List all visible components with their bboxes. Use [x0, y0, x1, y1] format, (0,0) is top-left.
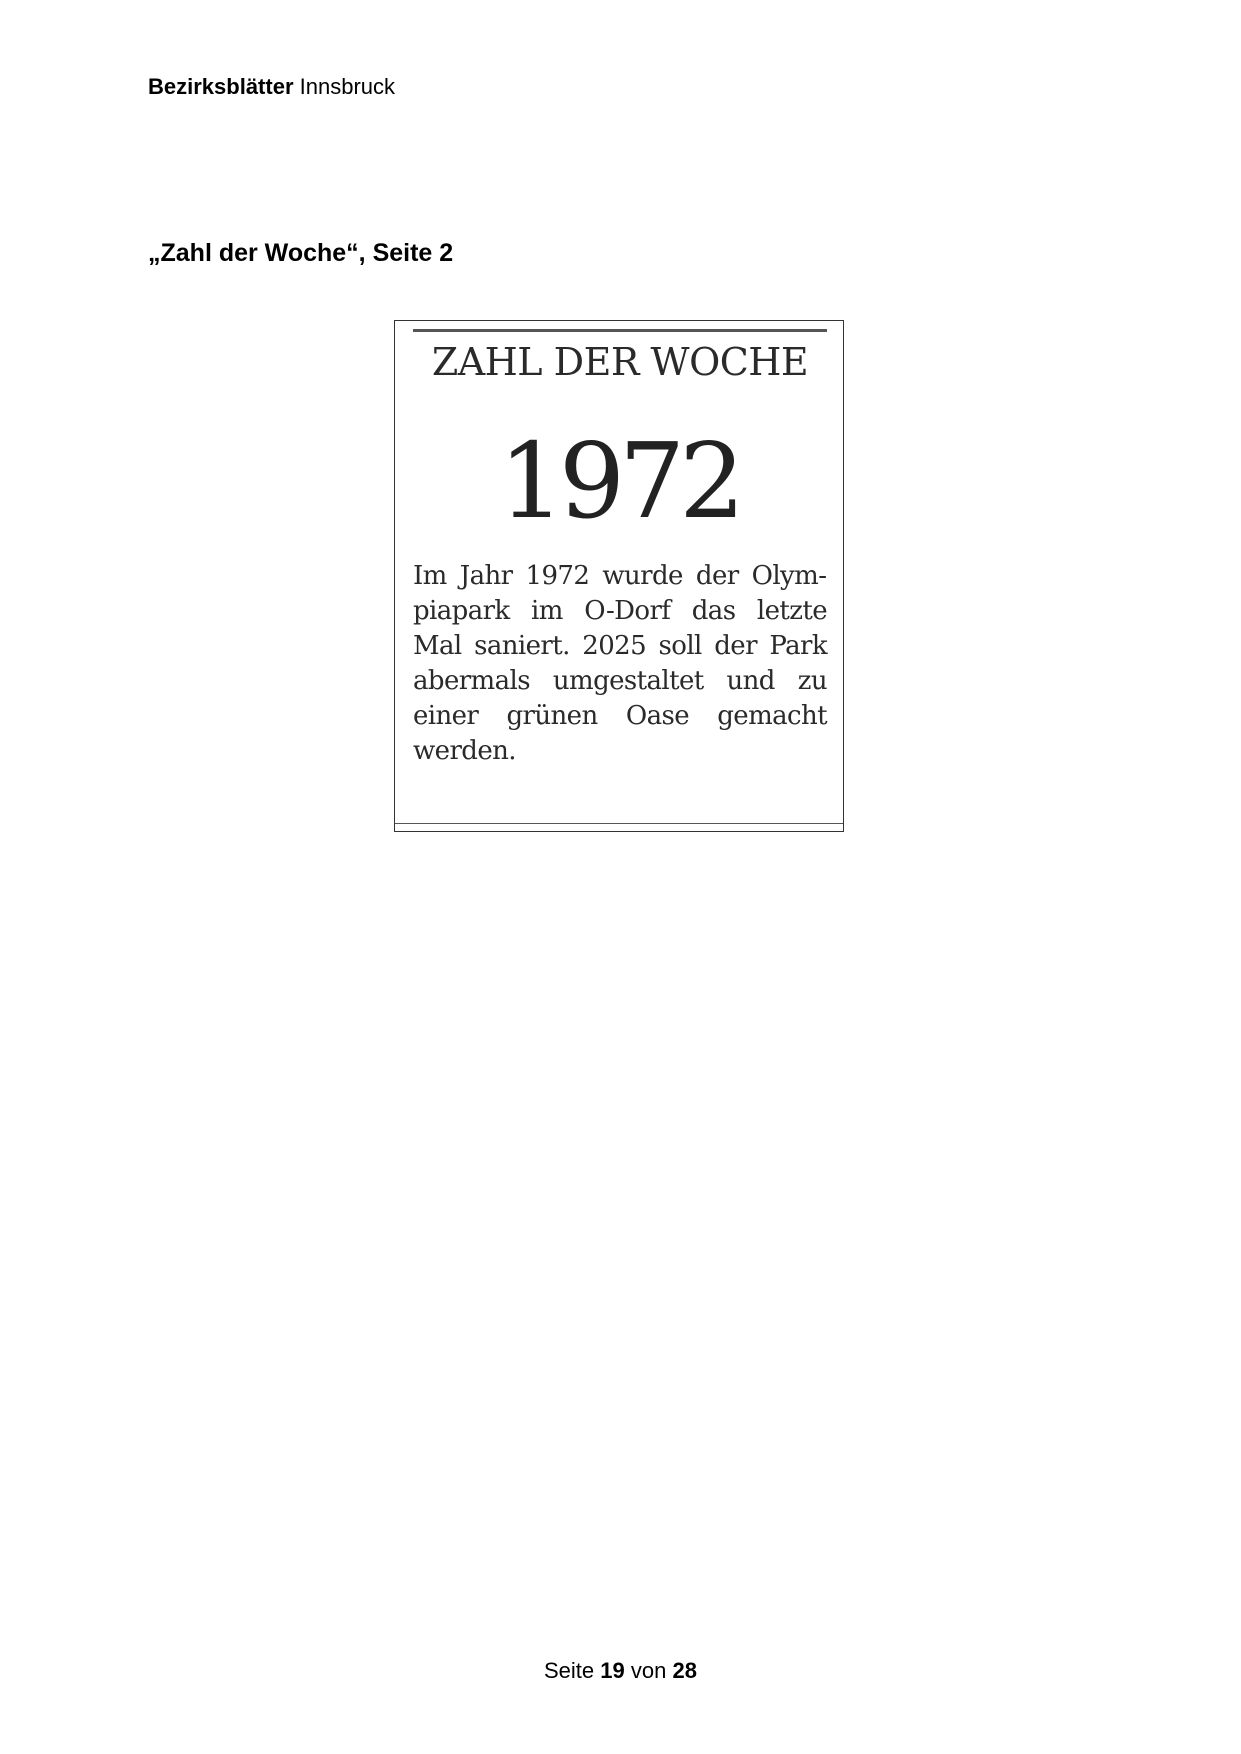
section-title: „Zahl der Woche“, Seite 2 [148, 239, 454, 267]
page-current: 19 [600, 1658, 625, 1683]
publication-region: Innsbruck [299, 74, 396, 99]
newspaper-clipping [394, 320, 844, 832]
page-total: 28 [672, 1658, 697, 1683]
publication-name: Bezirksblätter [148, 74, 294, 99]
page-label: Seite [544, 1658, 595, 1683]
clipping-heading: ZAHL DER WOCHE [431, 340, 809, 384]
clipping-bottom-rule [395, 823, 843, 824]
document-header [148, 74, 395, 100]
clipping-body-text: Im Jahr 1972 wurde der Olympiapark im O-Dorf das letzte Mal saniert. 2025 soll der Park abermals umgestaltet und zu einer grünen Oase gemacht werden. [413, 561, 827, 766]
page-footer [0, 1658, 1241, 1684]
page-separator: von [630, 1658, 667, 1683]
clipping-featured-number: 1972 [498, 420, 740, 542]
clipping-top-rule [413, 329, 827, 332]
